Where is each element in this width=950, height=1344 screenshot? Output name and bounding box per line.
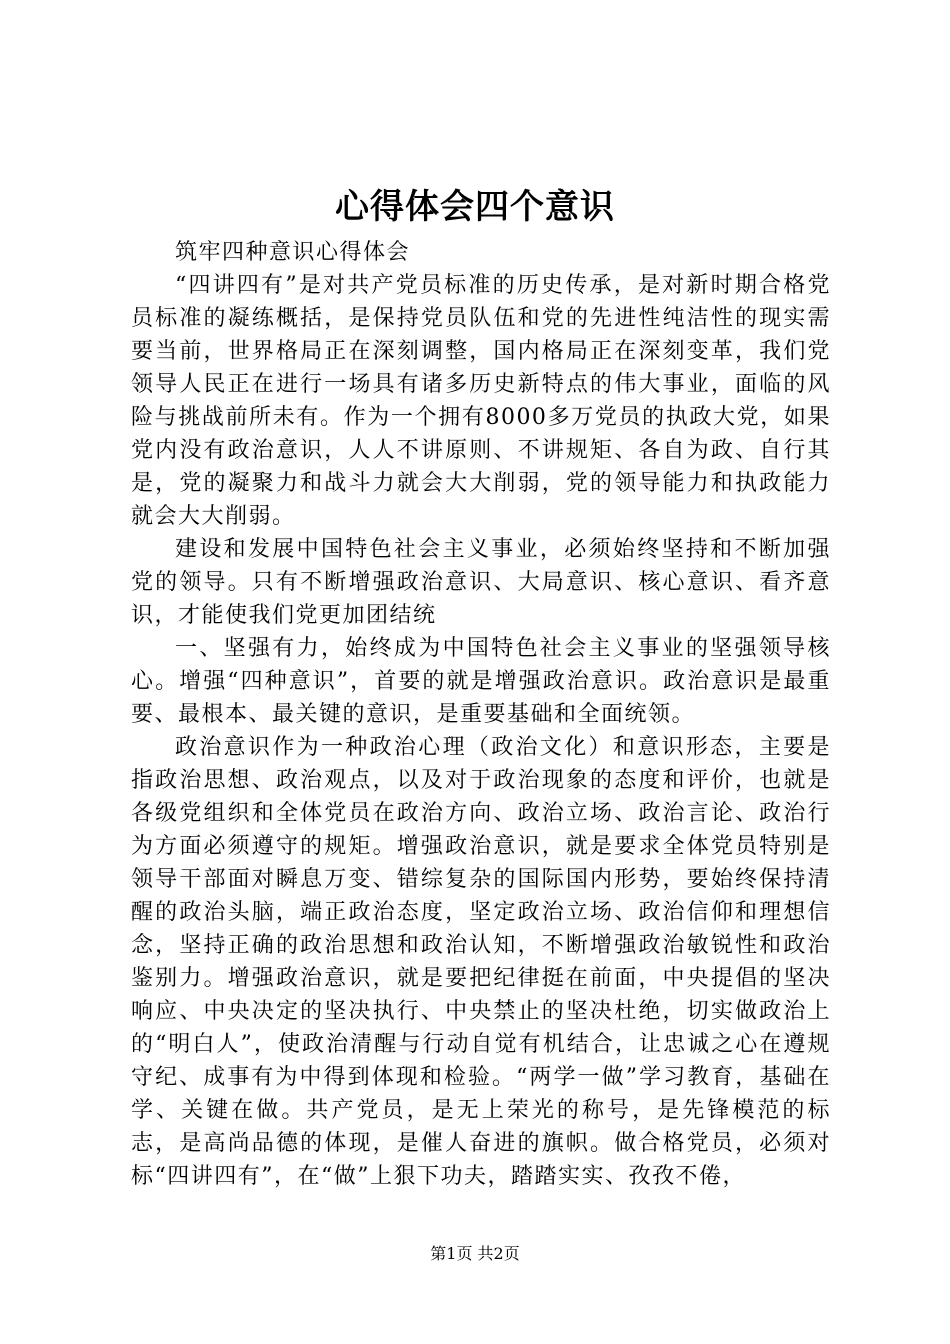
paragraph-subtitle: 筑牢四种意识心得体会: [175, 240, 411, 265]
document-body: [131, 236, 831, 1193]
paragraph: 政治意识作为一种政治心理（政治文化）和意识形态，主要是指政治思想、政治观点，以及对于政治现象的态度和评价，也就是各级党组织和全体党员在政治方向、政治立场、政治言论、政治行为方面必须遵守的规矩。增强政治意识，就是要求全体党员特别是领导干部面对瞬息万变、错综复杂的国际国内形势，要始终保持清醒的政治头脑，端正政治态度，坚定政治立场、政治信仰和理想信念，坚持正确的政治思想和政治认知，不断增强政治敏锐性和政治鉴别力。增强政治意识，就是要把纪律挺在前面，中央提倡的坚决响应、中央决定的坚决执行、中央禁止的坚决杜绝，切实做政治上的“明白人”，使政治清醒与行动自觉有机结合，让忠诚之心在遵规守纪、成事有为中得到体现和检验。“两学一做”学习教育，基础在学、关键在做。共产党员，是无上荣光的称号，是先锋模范的标志，是高尚品德的体现，是催人奋进的旗帜。做合格党员，必须对标“四讲四有”，在“做”上狠下功夫，踏踏实实、孜孜不倦，: [131, 735, 831, 1189]
paragraph: 一、坚强有力，始终成为中国特色社会主义事业的坚强领导核心。增强“四种意识”，首要的就是增强政治意识。政治意识是最重要、最根本、最关键的意识，是重要基础和全面统领。: [131, 636, 831, 727]
paragraph: 建设和发展中国特色社会主义事业，必须始终坚持和不断加强党的领导。只有不断增强政治意识、大局意识、核心意识、看齐意识，才能使我们党更加团结统: [131, 537, 831, 628]
document-title: 心得体会四个意识: [335, 187, 615, 227]
page-footer: 第1页 共2页: [430, 1244, 520, 1263]
paragraph: “四讲四有”是对共产党员标准的历史传承，是对新时期合格党员标准的凝练概括，是保持党员队伍和党的先进性纯洁性的现实需要当前，世界格局正在深刻调整，国内格局正在深刻变革，我们党领导人民正在进行一场具有诸多历史新特点的伟大事业，面临的风险与挑战前所未有。作为一个拥有8000多万党员的执政大党，如果党内没有政治意识，人人不讲原则、不讲规矩、各自为政、自行其是，党的凝聚力和战斗力就会大大削弱，党的领导能力和执政能力就会大大削弱。: [131, 273, 831, 529]
